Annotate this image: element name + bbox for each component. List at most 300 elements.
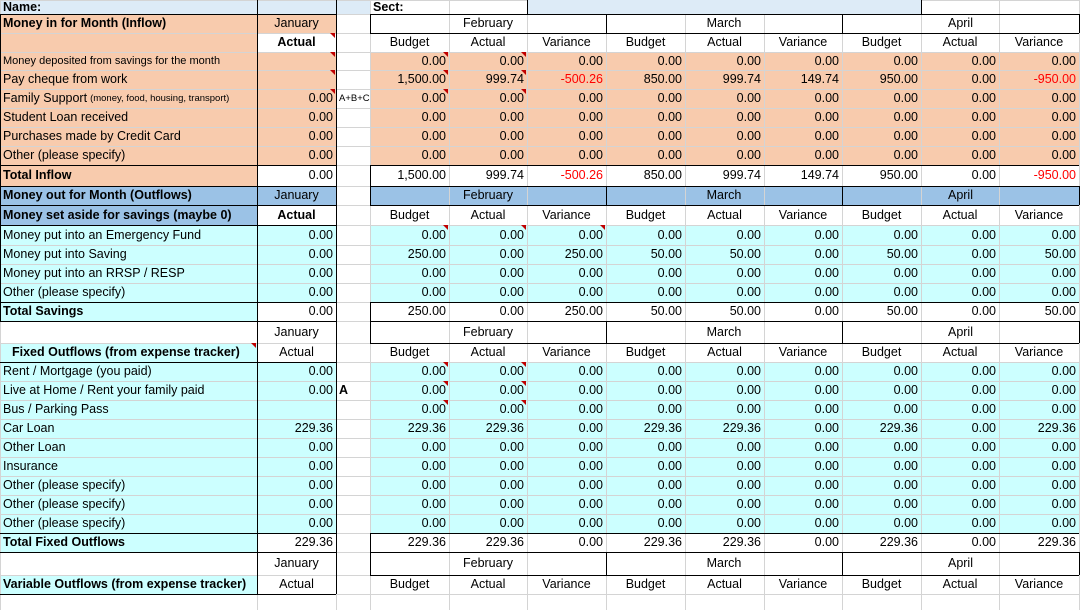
variance-cell[interactable]: 0.00: [1051, 110, 1076, 125]
actual-cell[interactable]: 0.00: [499, 148, 524, 163]
col-label-budget[interactable]: Budget: [625, 345, 666, 360]
budget-cell[interactable]: 0.00: [657, 53, 682, 68]
variance-cell[interactable]: 0.00: [578, 497, 603, 512]
budget-cell[interactable]: 0.00: [657, 402, 682, 417]
sect-label[interactable]: Sect:: [373, 0, 404, 14]
month-header-march[interactable]: March: [706, 16, 742, 31]
january-actual-cell[interactable]: 0.00: [308, 364, 333, 379]
actual-cell[interactable]: 0.00: [499, 497, 524, 512]
january-actual-cell[interactable]: 0.00: [308, 497, 333, 512]
january-actual-cell[interactable]: 0.00: [308, 285, 333, 300]
variance-cell[interactable]: 0.00: [814, 266, 839, 281]
budget-cell[interactable]: 850.00: [643, 72, 682, 87]
row-label[interactable]: Live at Home / Rent your family paid: [3, 383, 205, 398]
actual-cell[interactable]: 0.00: [736, 53, 761, 68]
budget-cell[interactable]: 0.00: [421, 91, 446, 106]
col-label-budget[interactable]: Budget: [389, 345, 430, 360]
col-label-actual[interactable]: Actual: [470, 207, 506, 222]
variance-cell[interactable]: 149.74: [800, 72, 839, 87]
actual-cell[interactable]: 0.00: [499, 440, 524, 455]
budget-cell[interactable]: 0.00: [657, 459, 682, 474]
budget-cell[interactable]: 0.00: [893, 110, 918, 125]
budget-cell[interactable]: 0.00: [657, 148, 682, 163]
row-label[interactable]: Car Loan: [3, 421, 55, 436]
variance-cell[interactable]: 0.00: [578, 285, 603, 300]
comment-indicator-icon[interactable]: [521, 225, 526, 230]
actual-cell[interactable]: 0.00: [736, 402, 761, 417]
col-label-actual[interactable]: Actual: [942, 345, 978, 360]
variance-cell[interactable]: 0.00: [578, 421, 603, 436]
budget-cell[interactable]: 0.00: [421, 148, 446, 163]
actual-cell[interactable]: 0.00: [971, 478, 996, 493]
actual-cell[interactable]: 0.00: [971, 421, 996, 436]
comment-indicator-icon[interactable]: [521, 89, 526, 94]
actual-cell[interactable]: 0.00: [736, 285, 761, 300]
budget-cell[interactable]: 0.00: [893, 497, 918, 512]
comment-indicator-icon[interactable]: [443, 70, 448, 75]
actual-cell[interactable]: 0.00: [971, 535, 996, 550]
row-label[interactable]: Other (please specify): [3, 497, 126, 512]
budget-cell[interactable]: 0.00: [893, 91, 918, 106]
actual-cell[interactable]: 0.00: [499, 129, 524, 144]
variance-cell[interactable]: 0.00: [814, 421, 839, 436]
budget-cell[interactable]: 850.00: [643, 168, 682, 183]
budget-cell[interactable]: 1,500.00: [397, 72, 446, 87]
budget-cell[interactable]: 229.36: [879, 535, 918, 550]
col-label-budget[interactable]: Budget: [389, 35, 430, 50]
month-header-february[interactable]: February: [462, 16, 514, 31]
actual-cell[interactable]: 0.00: [499, 53, 524, 68]
budget-cell[interactable]: 0.00: [893, 364, 918, 379]
variance-cell[interactable]: 0.00: [814, 516, 839, 531]
budget-cell[interactable]: 0.00: [421, 53, 446, 68]
january-actual-cell[interactable]: [257, 400, 336, 419]
variance-cell[interactable]: 0.00: [578, 459, 603, 474]
actual-cell[interactable]: 0.00: [736, 497, 761, 512]
budget-cell[interactable]: 0.00: [657, 129, 682, 144]
month-header-april[interactable]: April: [947, 16, 973, 31]
actual-cell[interactable]: 0.00: [499, 516, 524, 531]
comment-indicator-icon[interactable]: [330, 33, 335, 38]
variable-outflows-title[interactable]: Variable Outflows (from expense tracker): [3, 577, 247, 592]
budget-cell[interactable]: 1,500.00: [397, 168, 446, 183]
budget-cell[interactable]: 0.00: [421, 285, 446, 300]
budget-cell[interactable]: 229.36: [879, 421, 918, 436]
variance-cell[interactable]: 0.00: [578, 53, 603, 68]
col-label-variance[interactable]: Variance: [1014, 207, 1064, 222]
budget-cell[interactable]: 0.00: [421, 266, 446, 281]
actual-cell[interactable]: 0.00: [499, 91, 524, 106]
col-label-budget[interactable]: Budget: [861, 35, 902, 50]
actual-cell[interactable]: 50.00: [729, 247, 761, 262]
variance-cell[interactable]: 0.00: [814, 285, 839, 300]
variance-cell[interactable]: 0.00: [1051, 516, 1076, 531]
actual-cell[interactable]: 0.00: [736, 148, 761, 163]
variance-cell[interactable]: 0.00: [1051, 497, 1076, 512]
actual-cell[interactable]: 0.00: [499, 266, 524, 281]
row-label[interactable]: Other (please specify): [3, 478, 126, 493]
comment-indicator-icon[interactable]: [600, 225, 605, 230]
budget-cell[interactable]: 0.00: [657, 364, 682, 379]
actual-cell[interactable]: 0.00: [499, 478, 524, 493]
variance-cell[interactable]: -500.26: [560, 72, 603, 87]
budget-cell[interactable]: 0.00: [657, 266, 682, 281]
actual-cell[interactable]: 0.00: [499, 304, 524, 319]
january-actual-cell[interactable]: 0.00: [308, 266, 333, 281]
month-header-january[interactable]: January: [274, 188, 319, 203]
row-label[interactable]: Rent / Mortgage (you paid): [3, 364, 152, 379]
col-label-actual[interactable]: Actual: [707, 577, 742, 592]
comment-indicator-icon[interactable]: [443, 400, 448, 405]
variance-cell[interactable]: 0.00: [814, 364, 839, 379]
col-label-variance[interactable]: Variance: [1014, 577, 1064, 592]
budget-cell[interactable]: 0.00: [657, 516, 682, 531]
budget-cell[interactable]: 0.00: [657, 91, 682, 106]
actual-cell[interactable]: 0.00: [971, 91, 996, 106]
month-header-april[interactable]: April: [947, 188, 973, 203]
col-label-actual[interactable]: Actual: [470, 577, 506, 592]
variance-cell[interactable]: 0.00: [1051, 91, 1076, 106]
variance-cell[interactable]: 0.00: [814, 535, 839, 550]
actual-cell[interactable]: 0.00: [971, 227, 996, 242]
variance-cell[interactable]: 50.00: [1044, 247, 1076, 262]
inflow-title[interactable]: Money in for Month (Inflow): [3, 16, 167, 31]
col-label-variance[interactable]: Variance: [778, 577, 828, 592]
budget-cell[interactable]: 229.36: [643, 535, 682, 550]
comment-indicator-icon[interactable]: [330, 52, 335, 57]
variance-cell[interactable]: 0.00: [578, 402, 603, 417]
comment-indicator-icon[interactable]: [521, 400, 526, 405]
col-label-variance[interactable]: Variance: [1014, 345, 1064, 360]
january-actual-cell[interactable]: 0.00: [308, 129, 333, 144]
budget-cell[interactable]: 0.00: [657, 497, 682, 512]
budget-cell[interactable]: 0.00: [657, 110, 682, 125]
actual-cell[interactable]: 0.00: [971, 148, 996, 163]
row-label[interactable]: Other Loan: [3, 440, 66, 455]
actual-cell[interactable]: 0.00: [971, 383, 996, 398]
month-header-january[interactable]: January: [274, 324, 319, 339]
actual-cell[interactable]: 0.00: [971, 247, 996, 262]
budget-cell[interactable]: 50.00: [650, 304, 682, 319]
budget-cell[interactable]: 0.00: [421, 478, 446, 493]
budget-cell[interactable]: 250.00: [407, 304, 446, 319]
actual-cell[interactable]: 0.00: [736, 440, 761, 455]
actual-cell[interactable]: 0.00: [499, 110, 524, 125]
variance-cell[interactable]: 229.36: [1037, 535, 1076, 550]
budget-cell[interactable]: 0.00: [657, 227, 682, 242]
variance-cell[interactable]: 0.00: [578, 440, 603, 455]
budget-cell[interactable]: 0.00: [421, 497, 446, 512]
comment-indicator-icon[interactable]: [521, 381, 526, 386]
comment-indicator-icon[interactable]: [521, 362, 526, 367]
month-header-march[interactable]: March: [706, 188, 742, 203]
month-header-april[interactable]: April: [947, 556, 973, 571]
outflow-title[interactable]: Money out for Month (Outflows): [3, 188, 192, 203]
col-label-actual[interactable]: Actual: [470, 35, 506, 50]
col-label-budget[interactable]: Budget: [625, 577, 666, 592]
actual-cell[interactable]: 0.00: [736, 478, 761, 493]
variance-cell[interactable]: 0.00: [578, 364, 603, 379]
variance-cell[interactable]: 0.00: [578, 383, 603, 398]
variance-cell[interactable]: 0.00: [578, 227, 603, 242]
budget-cell[interactable]: 0.00: [421, 110, 446, 125]
row-label[interactable]: Bus / Parking Pass: [3, 402, 109, 417]
col-label-actual[interactable]: Actual: [942, 35, 978, 50]
actual-cell[interactable]: 0.00: [971, 459, 996, 474]
variance-cell[interactable]: 0.00: [1051, 148, 1076, 163]
budget-cell[interactable]: 50.00: [650, 247, 682, 262]
actual-cell[interactable]: 0.00: [971, 110, 996, 125]
col-label-actual[interactable]: Actual: [942, 577, 978, 592]
budget-cell[interactable]: 229.36: [407, 535, 446, 550]
variance-cell[interactable]: 0.00: [814, 247, 839, 262]
budget-cell[interactable]: 50.00: [886, 247, 918, 262]
variance-cell[interactable]: 0.00: [578, 535, 603, 550]
comment-indicator-icon[interactable]: [521, 52, 526, 57]
savings-title[interactable]: Money set aside for savings (maybe 0): [3, 207, 232, 222]
actual-cell[interactable]: 0.00: [499, 383, 524, 398]
variance-cell[interactable]: 250.00: [564, 247, 603, 262]
variance-cell[interactable]: 0.00: [578, 266, 603, 281]
col-label-variance[interactable]: Variance: [542, 35, 591, 50]
actual-cell[interactable]: 0.00: [499, 227, 524, 242]
actual-cell[interactable]: 0.00: [971, 285, 996, 300]
january-actual-cell[interactable]: 0.00: [308, 227, 333, 242]
comment-indicator-icon[interactable]: [443, 225, 448, 230]
variance-cell[interactable]: 0.00: [1051, 402, 1076, 417]
actual-cell[interactable]: 0.00: [736, 91, 761, 106]
variance-cell[interactable]: 0.00: [814, 304, 839, 319]
actual-cell[interactable]: 999.74: [722, 72, 761, 87]
total-inflow-label[interactable]: Total Inflow: [3, 168, 72, 183]
actual-cell[interactable]: 0.00: [971, 168, 996, 183]
actual-cell[interactable]: 0.00: [499, 247, 524, 262]
budget-cell[interactable]: 0.00: [893, 227, 918, 242]
month-header-february[interactable]: February: [462, 188, 514, 203]
col-label-budget[interactable]: Budget: [389, 207, 430, 222]
actual-cell[interactable]: 229.36: [485, 535, 524, 550]
name-label[interactable]: Name:: [3, 0, 42, 14]
variance-cell[interactable]: 0.00: [1051, 478, 1076, 493]
col-label-actual[interactable]: Actual: [470, 345, 506, 360]
month-header-march[interactable]: March: [706, 556, 742, 571]
budget-cell[interactable]: 0.00: [657, 440, 682, 455]
row-label[interactable]: Money put into Saving: [3, 247, 127, 262]
comment-indicator-icon[interactable]: [443, 362, 448, 367]
total-fixed-label[interactable]: Total Fixed Outflows: [3, 535, 125, 550]
january-actual-cell[interactable]: 0.00: [308, 168, 333, 183]
variance-cell[interactable]: 0.00: [578, 478, 603, 493]
budget-cell[interactable]: 0.00: [421, 129, 446, 144]
budget-cell[interactable]: 0.00: [893, 402, 918, 417]
actual-cell[interactable]: 0.00: [971, 440, 996, 455]
row-label[interactable]: Other (please specify): [3, 148, 126, 163]
month-header-february[interactable]: February: [462, 324, 514, 339]
row-label[interactable]: Purchases made by Credit Card: [3, 129, 181, 144]
total-savings-label[interactable]: Total Savings: [3, 304, 84, 319]
fixed-outflows-title[interactable]: Fixed Outflows (from expense tracker): [12, 345, 240, 360]
budget-cell[interactable]: 0.00: [421, 227, 446, 242]
actual-cell[interactable]: 999.74: [722, 168, 761, 183]
formula-note[interactable]: A+B+C: [339, 92, 370, 104]
actual-cell[interactable]: 0.00: [736, 516, 761, 531]
col-label-actual[interactable]: Actual: [279, 345, 314, 360]
budget-cell[interactable]: 0.00: [893, 129, 918, 144]
actual-cell[interactable]: 0.00: [736, 110, 761, 125]
actual-cell[interactable]: 229.36: [722, 421, 761, 436]
month-header-april[interactable]: April: [947, 324, 973, 339]
variance-cell[interactable]: 250.00: [564, 304, 603, 319]
actual-cell[interactable]: 0.00: [499, 285, 524, 300]
variance-cell[interactable]: 0.00: [814, 383, 839, 398]
actual-cell[interactable]: 999.74: [485, 168, 524, 183]
variance-cell[interactable]: 0.00: [814, 129, 839, 144]
budget-cell[interactable]: 950.00: [879, 72, 918, 87]
comment-indicator-icon[interactable]: [330, 89, 335, 94]
comment-indicator-icon[interactable]: [251, 343, 256, 348]
variance-cell[interactable]: 149.74: [800, 168, 839, 183]
variance-cell[interactable]: 0.00: [578, 129, 603, 144]
variance-cell[interactable]: 0.00: [1051, 227, 1076, 242]
col-label-actual[interactable]: Actual: [277, 207, 316, 222]
budget-cell[interactable]: 0.00: [421, 402, 446, 417]
budget-cell[interactable]: 0.00: [421, 383, 446, 398]
variance-cell[interactable]: 0.00: [1051, 440, 1076, 455]
budget-cell[interactable]: 0.00: [657, 383, 682, 398]
actual-cell[interactable]: 999.74: [485, 72, 524, 87]
actual-cell[interactable]: 0.00: [971, 72, 996, 87]
actual-cell[interactable]: 0.00: [736, 266, 761, 281]
actual-cell[interactable]: 0.00: [736, 227, 761, 242]
variance-cell[interactable]: 0.00: [1051, 53, 1076, 68]
january-actual-cell[interactable]: 0.00: [308, 110, 333, 125]
col-label-actual[interactable]: Actual: [942, 207, 978, 222]
variance-cell[interactable]: 0.00: [1051, 459, 1076, 474]
january-actual-cell[interactable]: 229.36: [294, 535, 333, 550]
actual-cell[interactable]: 0.00: [971, 497, 996, 512]
actual-cell[interactable]: 0.00: [971, 304, 996, 319]
sect-input[interactable]: [527, 0, 921, 14]
january-actual-cell[interactable]: 0.00: [308, 440, 333, 455]
col-label-variance[interactable]: Variance: [778, 345, 828, 360]
comment-indicator-icon[interactable]: [330, 70, 335, 75]
month-header-january[interactable]: January: [274, 556, 319, 571]
variance-cell[interactable]: 0.00: [814, 497, 839, 512]
row-label[interactable]: Money put into an Emergency Fund: [3, 227, 202, 242]
january-actual-cell[interactable]: 229.36: [294, 421, 333, 436]
budget-cell[interactable]: 950.00: [879, 168, 918, 183]
budget-cell[interactable]: 0.00: [893, 516, 918, 531]
january-actual-cell[interactable]: [257, 70, 336, 89]
month-header-march[interactable]: March: [706, 324, 742, 339]
col-label-variance[interactable]: Variance: [778, 35, 828, 50]
variance-cell[interactable]: 0.00: [814, 148, 839, 163]
budget-cell[interactable]: 0.00: [893, 266, 918, 281]
january-actual-cell[interactable]: 0.00: [308, 91, 333, 106]
january-actual-cell[interactable]: 0.00: [308, 478, 333, 493]
variance-cell[interactable]: 0.00: [1051, 364, 1076, 379]
col-label-actual[interactable]: Actual: [277, 35, 316, 50]
variance-cell[interactable]: 0.00: [814, 227, 839, 242]
variance-cell[interactable]: 0.00: [1051, 129, 1076, 144]
col-label-budget[interactable]: Budget: [389, 577, 430, 592]
budget-cell[interactable]: 0.00: [421, 459, 446, 474]
actual-cell[interactable]: 0.00: [499, 459, 524, 474]
actual-cell[interactable]: 0.00: [971, 129, 996, 144]
comment-indicator-icon[interactable]: [521, 70, 526, 75]
row-label[interactable]: Pay cheque from work: [3, 72, 128, 87]
row-label[interactable]: Student Loan received: [3, 110, 129, 125]
budget-cell[interactable]: 0.00: [893, 148, 918, 163]
actual-cell[interactable]: 0.00: [971, 402, 996, 417]
budget-cell[interactable]: 250.00: [407, 247, 446, 262]
comment-indicator-icon[interactable]: [443, 52, 448, 57]
january-actual-cell[interactable]: 0.00: [308, 459, 333, 474]
budget-cell[interactable]: 0.00: [421, 440, 446, 455]
col-label-variance[interactable]: Variance: [778, 207, 828, 222]
col-label-actual[interactable]: Actual: [707, 207, 742, 222]
col-label-budget[interactable]: Budget: [861, 577, 902, 592]
col-label-actual[interactable]: Actual: [279, 577, 314, 592]
col-label-actual[interactable]: Actual: [707, 345, 742, 360]
row-label[interactable]: Other (please specify): [3, 285, 126, 300]
row-label[interactable]: Money put into an RRSP / RESP: [3, 266, 185, 281]
actual-cell[interactable]: 50.00: [729, 304, 761, 319]
actual-cell[interactable]: 0.00: [971, 266, 996, 281]
budget-cell[interactable]: 0.00: [657, 478, 682, 493]
col-label-budget[interactable]: Budget: [625, 35, 666, 50]
january-actual-cell[interactable]: 0.00: [308, 304, 333, 319]
budget-cell[interactable]: 0.00: [893, 53, 918, 68]
col-label-budget[interactable]: Budget: [625, 207, 666, 222]
variance-cell[interactable]: 0.00: [814, 402, 839, 417]
budget-cell[interactable]: 0.00: [421, 516, 446, 531]
january-actual-cell[interactable]: 0.00: [308, 383, 333, 398]
row-label[interactable]: Money deposited from savings for the month: [3, 54, 221, 67]
row-label[interactable]: Other (please specify): [3, 516, 126, 531]
variance-cell[interactable]: 0.00: [578, 516, 603, 531]
variance-cell[interactable]: 0.00: [1051, 285, 1076, 300]
actual-cell[interactable]: 229.36: [485, 421, 524, 436]
budget-cell[interactable]: 0.00: [893, 478, 918, 493]
variance-cell[interactable]: 0.00: [1051, 383, 1076, 398]
actual-cell[interactable]: 0.00: [971, 516, 996, 531]
budget-cell[interactable]: 0.00: [893, 440, 918, 455]
col-label-variance[interactable]: Variance: [542, 345, 591, 360]
col-label-variance[interactable]: Variance: [542, 577, 591, 592]
actual-cell[interactable]: 0.00: [971, 53, 996, 68]
variance-cell[interactable]: -500.26: [560, 168, 603, 183]
variance-cell[interactable]: 50.00: [1044, 304, 1076, 319]
actual-cell[interactable]: 0.00: [499, 364, 524, 379]
budget-cell[interactable]: 229.36: [643, 421, 682, 436]
budget-cell[interactable]: 0.00: [657, 285, 682, 300]
formula-note[interactable]: A: [339, 383, 349, 398]
col-label-budget[interactable]: Budget: [861, 207, 902, 222]
january-actual-cell[interactable]: 0.00: [308, 247, 333, 262]
variance-cell[interactable]: 0.00: [814, 110, 839, 125]
budget-cell[interactable]: 0.00: [893, 459, 918, 474]
variance-cell[interactable]: 0.00: [578, 91, 603, 106]
col-label-budget[interactable]: Budget: [861, 345, 902, 360]
budget-cell[interactable]: 229.36: [407, 421, 446, 436]
actual-cell[interactable]: 0.00: [736, 383, 761, 398]
month-header-january[interactable]: January: [274, 16, 319, 31]
actual-cell[interactable]: 0.00: [736, 129, 761, 144]
january-actual-cell[interactable]: 0.00: [308, 148, 333, 163]
actual-cell[interactable]: 0.00: [971, 364, 996, 379]
variance-cell[interactable]: 0.00: [578, 110, 603, 125]
